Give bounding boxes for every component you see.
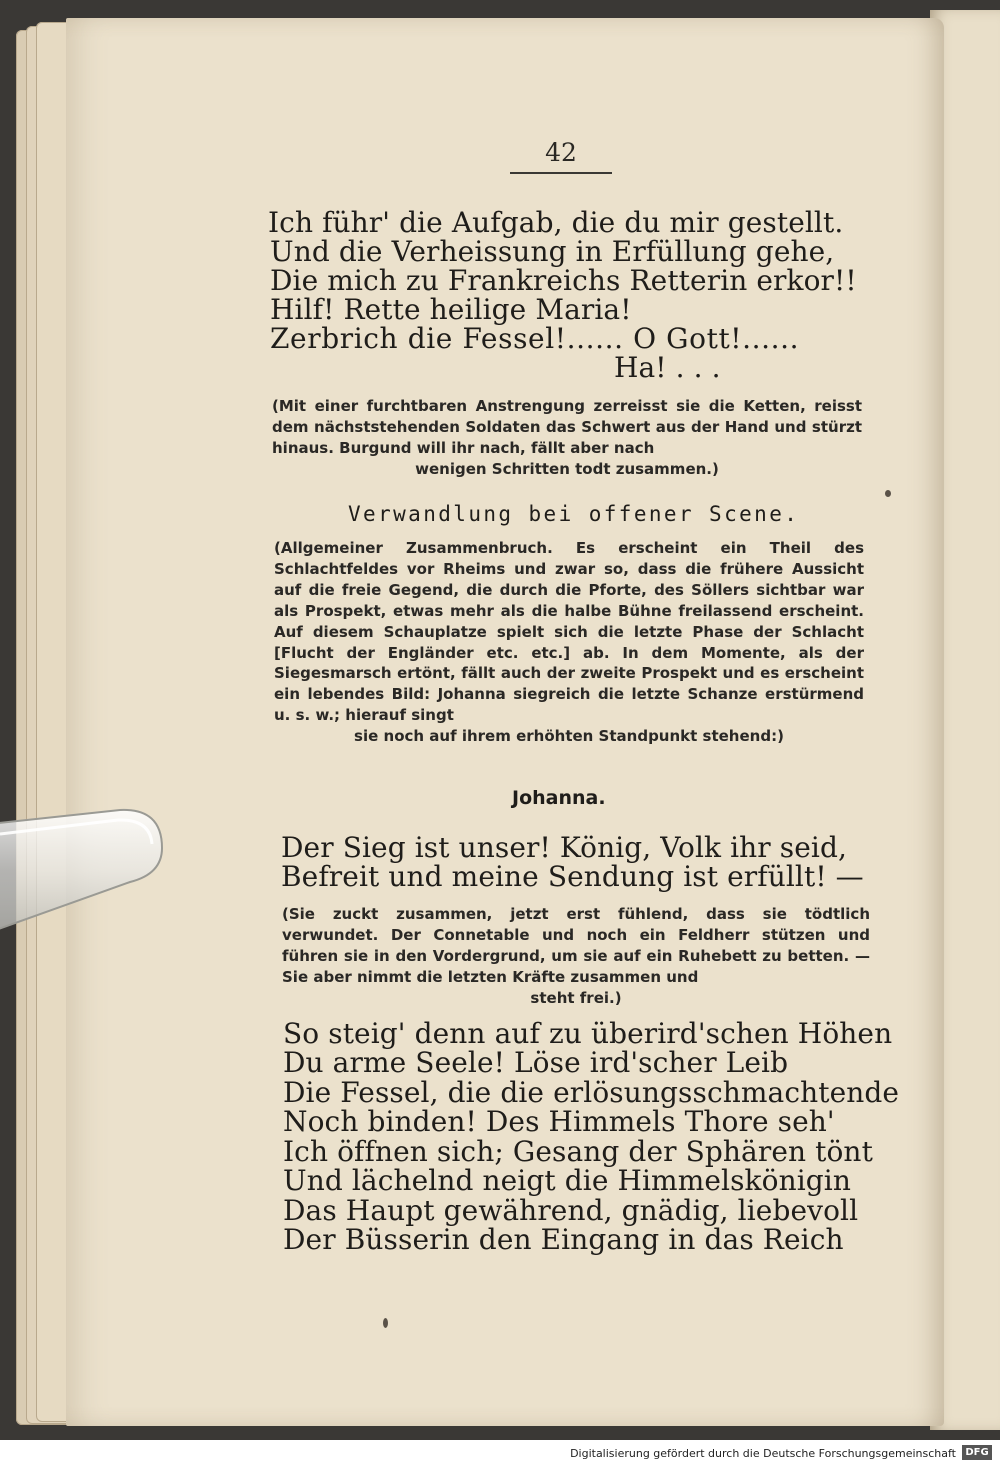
stage-direction-last-line: wenigen Schritten todt zusammen.) — [415, 459, 719, 478]
verse-line: Und die Verheissung in Erfüllung gehe, — [270, 235, 835, 268]
verse-line: Noch binden! Des Himmels Thore seh' — [283, 1105, 835, 1138]
stage-direction-last-line: steht frei.) — [530, 988, 622, 1007]
stage-direction — [274, 538, 864, 747]
page-number: 42 — [545, 138, 577, 167]
stage-direction-last-line: sie noch auf ihrem erhöhten Standpunkt stehend:) — [354, 727, 784, 746]
stage-direction — [282, 904, 870, 1009]
verse-line: Und lächelnd neigt die Himmelskönigin — [283, 1164, 851, 1197]
verse-line: So steig' denn auf zu überird'schen Höhen — [283, 1017, 893, 1050]
verse-line: Befreit und meine Sendung ist erfüllt! — — [281, 860, 864, 893]
verse-line: Das Haupt gewährend, gnädig, liebevoll — [283, 1194, 859, 1227]
stage-direction — [272, 396, 862, 480]
verse-line: Die mich zu Frankreichs Retterin erkor!! — [270, 264, 857, 297]
verse-line: Ich öffnen sich; Gesang der Sphären tönt — [283, 1135, 873, 1168]
book-clip — [0, 804, 170, 934]
footer-credit: Digitalisierung gefördert durch die Deutsche Forschungsgemeinschaft — [570, 1447, 956, 1460]
page-number-rule — [510, 172, 612, 174]
footer-bar — [0, 1440, 1000, 1466]
verse-line: Du arme Seele! Löse ird'scher Leib — [283, 1046, 789, 1079]
verse-line: Zerbrich die Fessel!...... O Gott!...... — [270, 322, 800, 355]
stage-direction-text: (Mit einer furchtbaren Anstrengung zerreisst sie die Ketten, reisst dem nächststehenden Soldaten das Schwert aus der Hand und stürzt hinaus. Burgund will ihr nach, fällt aber nach — [272, 397, 862, 457]
verse-line: Ha! . . . — [614, 351, 721, 384]
stage-direction-text: (Allgemeiner Zusammenbruch. Es erscheint ein Theil des Schlachtfeldes vor Rheims und zwar so, dass die frühere Aussicht auf die freie Gegend, die durch die Pforte, des Söllers sichtbar war als Prospekt, etwas mehr als die halbe Bühne freilassend erscheint. Auf diesem Schauplatze spielt sich die letzte Phase der Schlacht [Flucht der Engländer etc. etc.] ab. In dem Momente, als der Siegesmarsch ertönt, fällt auch der zweite Prospekt und es erscheint ein lebendes Bild: Johanna siegreich die letzte Schanze erstürmend u. s. w.; hierauf singt — [274, 539, 864, 725]
verse-line: Ich führ' die Aufgab, die du mir gestellt. — [268, 206, 844, 239]
verse-line: Der Büsserin den Eingang in das Reich — [283, 1223, 844, 1256]
scene-heading: Verwandlung bei offener Scene. — [348, 502, 800, 526]
dfg-logo: DFG — [962, 1445, 992, 1460]
speaker-name: Johanna. — [512, 787, 606, 809]
verse-line: Hilf! Rette heilige Maria! — [270, 293, 632, 326]
stage-direction-text: (Sie zuckt zusammen, jetzt erst fühlend, dass sie tödtlich verwundet. Der Connetable und noch ein Feldherr stützen und führen sie in den Vordergrund, um sie auf ein Ruhebett zu betten. — Sie aber nimmt die letzten Kräfte zusammen und — [282, 905, 870, 986]
verse-line: Die Fessel, die die erlösungsschmachtende — [283, 1076, 900, 1109]
verse-line: Der Sieg ist unser! König, Volk ihr seid, — [281, 831, 848, 864]
